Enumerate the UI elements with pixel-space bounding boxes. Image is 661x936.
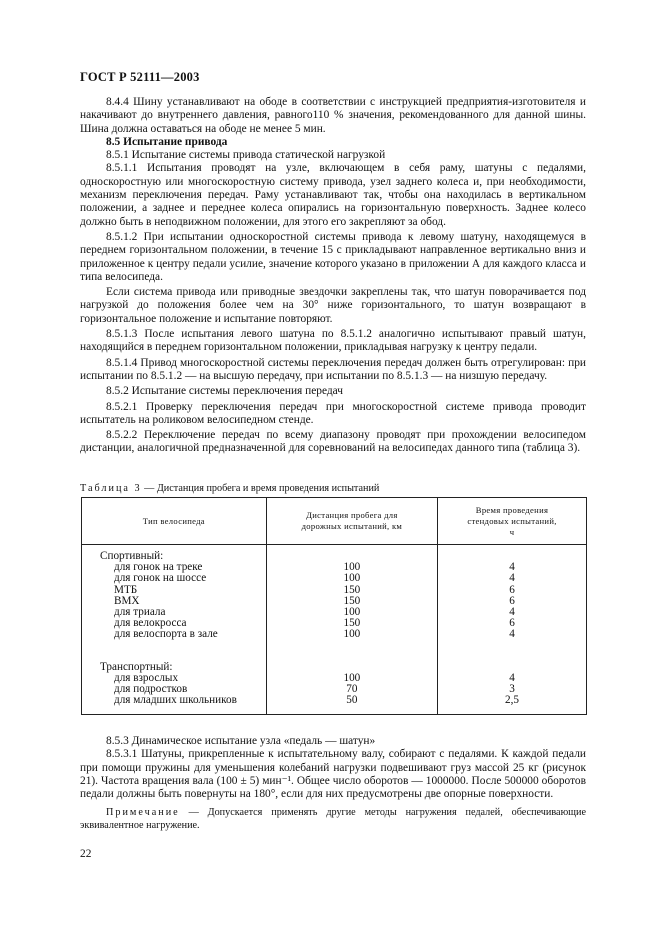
row-distance: 100: [343, 628, 361, 641]
row-time: 2,5: [505, 694, 519, 707]
group-title-transport: Транспортный:: [100, 660, 173, 673]
row-distance: 150: [343, 617, 361, 630]
table-caption-text: — Дистанция пробега и время проведения испытаний: [141, 483, 380, 494]
document-header: ГОСТ Р 52111—2003: [80, 70, 200, 84]
paragraph-8-5-2-1: 8.5.2.1 Проверку переключения передач при многоскоростной системе привода проводит испытатель на роликовом велосипедном стенде.: [80, 400, 586, 426]
row-time: 6: [509, 583, 515, 596]
paragraph-8-5-3-1: 8.5.3.1 Шатуны, прикрепленные к испытательному валу, собирают с педалями. К каждой педали при помощи пружины для уменьшения колебаний нагрузки подвешивают груз массой 25 кг (рисунок 21). Частота вращения вала (100 ± 5) мин⁻¹. Общее число оборотов — 1000000. После 500000 оборотов педали должны быть повернуты на 180°, если для них предусмотрены две опорные поверхности.: [80, 748, 586, 801]
row-type: для велокросса: [114, 617, 187, 630]
body-text: [80, 96, 586, 456]
row-type: для гонок на треке: [114, 561, 203, 574]
group-title-sport: Спортивный:: [100, 550, 164, 562]
row-type: ВМХ: [114, 594, 140, 607]
paragraph-8-4-4: 8.4.4 Шину устанавливают на ободе в соответствии с инструкцией предприятия-изготовителя и накачивают до внутреннего давления, равного110 % значения, рекомендованного для данной шины. Шина должна оставаться на ободе не менее 5 мин.: [80, 96, 586, 135]
row-type: для триала: [114, 605, 166, 618]
column-bench-time: [438, 545, 587, 715]
table-3: [81, 497, 587, 715]
row-distance: 150: [343, 583, 361, 596]
table-body-row: [82, 545, 587, 715]
header-road-distance: [266, 498, 437, 545]
table-header-row: [82, 498, 587, 545]
row-time: 4: [509, 671, 515, 684]
lower-body-text: [80, 735, 586, 832]
row-time: 4: [509, 561, 515, 574]
row-distance: 70: [346, 682, 358, 695]
header-road-distance-text: Дистанция пробега для дорожных испытаний, км: [301, 510, 403, 531]
note-text: — Допускается применять другие методы нагружения педалей, обеспечивающие эквивалентное нагружение.: [80, 807, 586, 831]
paragraph-8-5-2: 8.5.2 Испытание системы переключения передач: [106, 385, 344, 398]
row-time: 6: [509, 594, 515, 607]
row-type: МТБ: [114, 583, 138, 596]
note-label: Примечание: [106, 807, 180, 819]
paragraph-8-5-1-2-cont: Если система привода или приводные звездочки закреплены так, что шатун поворачивается под нагрузкой до положения более чем на 30° ниже горизонтального, то шатун возвращают в горизонтальное положение и испытание повторяют.: [80, 286, 586, 325]
row-type: для гонок на шоссе: [114, 572, 207, 585]
page-number: 22: [80, 848, 92, 860]
row-time: 6: [509, 617, 515, 630]
column-bicycle-type: [82, 545, 267, 715]
row-distance: 100: [343, 561, 361, 574]
row-distance: 50: [346, 694, 358, 707]
section-heading-8-5: 8.5 Испытание привода: [106, 135, 228, 148]
paragraph-8-5-1: 8.5.1 Испытание системы привода статической нагрузкой: [106, 149, 386, 162]
header-bench-time: [438, 498, 587, 545]
paragraph-8-5-1-3: 8.5.1.3 После испытания левого шатуна по 8.5.1.2 аналогично испытывают правый шатун, находящийся в переднем горизонтальном положении, прикладывая нагрузку к центру педали.: [80, 328, 586, 354]
row-distance: 150: [343, 594, 361, 607]
note: [80, 807, 586, 832]
paragraph-8-5-1-4: 8.5.1.4 Привод многоскоростной системы переключения передач должен быть отрегулирован: при испытании по 8.5.1.2 — на высшую передачу, при испытании по 8.5.1.3 — на низшую передачу.: [80, 356, 586, 382]
row-time: 3: [509, 682, 515, 695]
header-bicycle-type: Тип велосипеда: [82, 498, 267, 545]
paragraph-8-5-2-2: 8.5.2.2 Переключение передач по всему диапазону проводят при прохождении велосипедом дистанции, аналогичной предназначенной для соревнований на велосипедах данного типа (таблица 3).: [80, 429, 586, 455]
paragraph-8-5-1-2: 8.5.1.2 При испытании односкоростной системы привода к левому шатуну, находящемуся в переднем горизонтальном положении, в течение 15 с прикладывают направленное вертикально вниз и приложенное к центру педали усилие, значение которого указано в приложении А для каждого класса и типа велосипеда.: [80, 230, 586, 283]
row-type: для велоспорта в зале: [114, 628, 218, 641]
paragraph-8-5-3: 8.5.3 Динамическое испытание узла «педаль — шатун»: [106, 735, 376, 747]
table-caption-label: Таблица 3: [80, 483, 142, 494]
row-distance: 100: [343, 671, 361, 684]
column-road-distance: [266, 545, 437, 715]
row-distance: 100: [343, 605, 361, 618]
table-caption: [80, 483, 600, 494]
row-time: 4: [509, 628, 515, 641]
row-time: 4: [509, 605, 515, 618]
header-bench-time-text: Время проведения стендовых испытаний, ч: [467, 504, 557, 537]
row-distance: 100: [343, 572, 361, 585]
row-type: для подростков: [114, 682, 188, 695]
paragraph-8-5-1-1: 8.5.1.1 Испытания проводят на узле, включающем в себя раму, шатуны с педалями, односкоростную или многоскоростную систему привода, узел заднего колеса и, при необходимости, механизм переключения передач. Раму устанавливают так, чтобы она находилась в вертикальном положении, а заднее и переднее колеса опирались на горизонтальную поверхность. Заднее колесо должно быть в неподвижном положении, для этого его закрепляют за обод.: [80, 162, 586, 228]
row-type: для взрослых: [114, 671, 179, 684]
row-type: для младших школьников: [114, 694, 237, 707]
row-time: 4: [509, 572, 515, 585]
